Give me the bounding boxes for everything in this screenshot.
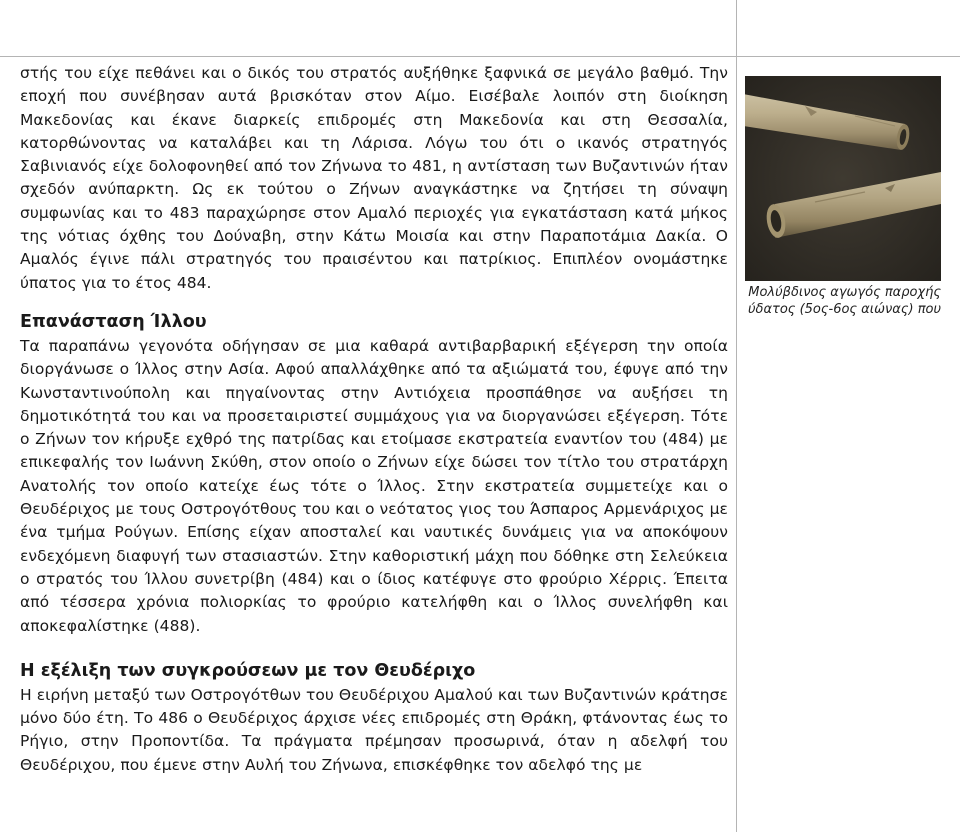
paragraph-illos: Τα παραπάνω γεγονότα οδήγησαν σε μια καθαρά αντιβαρβαρική εξέγερση την οποία διοργάνωσε ο Ίλλος στην Ασία. Αφού απαλλάχθηκε από τα αξιώματά του, έφυγε από την Κωνσταντινούπολη και πηγαίνοντας στην Αντιόχεια προσπάθησε να αυξήσει τη δημοτικότητά του και να προσεταιριστεί συμμάχους για να διοργανώσει εξέγερση. Τότε ο Ζήνων τον κήρυξε εχθρό της πατρίδας και ετοίμασε εκστρατεία εναντίον του (484) με επικεφαλής τον Ιωάννη Σκύθη, στον οποίο ο Ζήνων είχε δώσει τον τίτλο του στρατάρχη Ανατολής τον οποίο κατείχε έως τότε ο Ίλλος. Στην εκστρατεία συμμετείχε και ο Θευδέριχος με τους Οστρογότθους του και ο νεότατος γιος του Άσπαρος Αρμενάριχος με ένα τμήμα Ρούγων. Επίσης είχαν αποσταλεί και ναυτικές δυνάμεις για να αποκόψουν ενδεχόμενη διαφυγή των στασιαστών. Στην καθοριστική μάχη που δόθηκε στη Σελεύκεια ο στρατός του Ίλλου συνετρίβη (484) και ο ίδιος κατέφυγε στο φρούριο Χέρρις. Έπειτα από τέσσερα χρόνια πολιορκίας το φρούριο κατελήφθη και ο Ίλλος συνελήφθη και αποκεφαλίστηκε (488). — [20, 336, 728, 635]
paragraph-theuderich: Η ειρήνη μεταξύ των Οστρογότθων του Θευδέριχου Αμαλού και των Βυζαντινών κράτησε μόνο δύο έτη. Το 486 ο Θευδέριχος άρχισε νέες επιδρομές στη Θράκη, φτάνοντας έως το Ρήγιο, στην Προποντίδα. Τα πράγματα πρέμησαν προσωρινά, όταν η αδελφή του Θευδέριχου, που έμενε στην Αυλή του Ζήνωνα, επισκέφθηκε τον αδελφό της με — [20, 685, 728, 774]
section-heading-illos-revolt: Επανάσταση Ίλλου — [20, 311, 207, 332]
page-top-rule — [0, 56, 960, 57]
sidebar — [745, 76, 945, 318]
paragraph-amalos: στής του είχε πεθάνει και ο δικός του στρατός αυξήθηκε ξαφνικά σε μεγάλο βαθμό. Την εποχή που συνέβησαν αυτά βρισκόταν στον Αίμο. Εισέβαλε λοιπόν στη διοίκηση Μακεδονίας και έκανε διαρκείς επιδρομές στη Μακεδονία και στη Θεσσαλία, κατορθώνοντας να καταλάβει και τη Λάρισα. Λόγω του ότι ο ικανός στρατηγός Σαβινιανός είχε δολοφονηθεί από τον Ζήνωνα το 481, η αντίσταση των Βυζαντινών ήταν σχεδόν ανύπαρκτη. Ως εκ τούτου ο Ζήνων αναγκάστηκε να ζητήσει τη σύναψη συμφωνίας και το 483 παραχώρησε στον Αμαλό περιοχές για εγκατάσταση κατά μήκος της νότιας όχθης του Δούναβη, στην Κάτω Μοισία και στην Παραποτάμια Δακία. Ο Αμαλός έγινε πάλι στρατηγός του πραισέντου και πατρίκιος. Επιπλέον ονομάστηκε ύπατος για το έτος 484. — [20, 64, 728, 292]
sidebar-divider — [736, 0, 737, 832]
lead-water-pipe-photo — [745, 76, 941, 281]
photo-caption: Μολύβδινος αγωγός παροχής ύδατος (5ος-6ος αιώνας) που — [747, 285, 941, 317]
main-text-column — [20, 62, 728, 777]
section-heading-theuderich-conflicts: Η εξέλιξη των συγκρούσεων με τον Θευδέριχο — [20, 660, 476, 681]
